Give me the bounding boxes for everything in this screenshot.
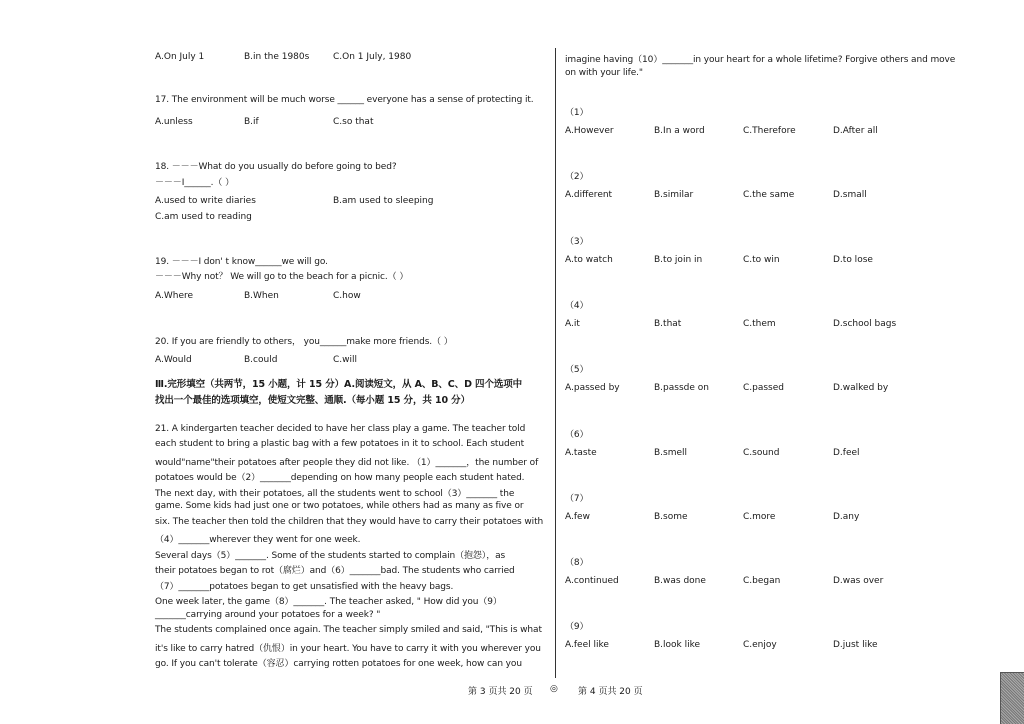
blank-option-c: C.began xyxy=(743,576,781,586)
blank-option-c: C.them xyxy=(743,319,776,329)
page-number-right: 第 4 页共 20 页 xyxy=(578,687,643,697)
q20-option-a: A.Would xyxy=(155,355,192,365)
passage-line: Several days（5）_______. Some of the students started to complain（抱怨），as xyxy=(155,551,506,561)
blank-option-c: C.more xyxy=(743,512,776,522)
passage-line: The next day, with their potatoes, all the students went to school（3）_______ the xyxy=(155,489,515,499)
q19-stem-1: 19. －－－I don' t know______we will go. xyxy=(155,257,328,267)
blank-option-d: D.After all xyxy=(833,126,878,136)
q20-option-b: B.could xyxy=(244,355,278,365)
section-title-line-1: Ⅲ.完形填空（共两节，15 小题，计 15 分）A.阅读短文，从 A、B、C、D 四个选项中 xyxy=(155,379,523,390)
blank-option-c: C.enjoy xyxy=(743,640,777,650)
blank-option-b: B.smell xyxy=(654,448,688,458)
q18-stem-1: 18. －－－What do you usually do before going to bed? xyxy=(155,162,397,172)
blank-option-b: B.to join in xyxy=(654,255,703,265)
page-footer xyxy=(0,684,1024,698)
blank-option-a: A.different xyxy=(565,190,613,200)
q17-option-b: B.if xyxy=(244,117,259,127)
passage-continued-line-1: imagine having（10）_______in your heart for a whole lifetime? Forgive others and move xyxy=(565,55,956,65)
passage-line: （7）_______potatoes began to get unsatisfied with the heavy bags. xyxy=(155,582,454,592)
q18-stem-2: －－－I______.（ ） xyxy=(155,178,234,188)
q16-option-b: B.in the 1980s xyxy=(244,52,310,62)
blank-number: （3） xyxy=(565,237,589,247)
blank-option-d: D.was over xyxy=(833,576,884,586)
passage-line: would"name"their potatoes after people they did not like. （1）_______，the number of xyxy=(155,458,539,468)
q17-option-a: A.unless xyxy=(155,117,193,127)
blank-option-c: C.passed xyxy=(743,383,785,393)
blank-option-d: D.any xyxy=(833,512,860,522)
blank-option-a: A.feel like xyxy=(565,640,609,650)
blank-option-d: D.school bags xyxy=(833,319,897,329)
blank-option-b: B.that xyxy=(654,319,682,329)
blank-option-d: D.to lose xyxy=(833,255,873,265)
passage-line: their potatoes began to rot（腐烂）and（6）_______bad. The students who carried xyxy=(155,566,515,576)
blank-option-a: A.However xyxy=(565,126,614,136)
blank-number: （1） xyxy=(565,108,589,118)
blank-option-d: D.feel xyxy=(833,448,860,458)
passage-line: it's like to carry hatred（仇恨）in your heart. You have to carry it with you wherever you xyxy=(155,644,541,654)
q16-option-a: A.On July 1 xyxy=(155,52,205,62)
q16-option-c: C.On 1 July, 1980 xyxy=(333,52,412,62)
footer-separator: ◎ xyxy=(550,684,558,694)
blank-option-b: B.was done xyxy=(654,576,706,586)
q20-option-c: C.will xyxy=(333,355,358,365)
blank-option-d: D.small xyxy=(833,190,867,200)
passage-line: The students complained once again. The teacher simply smiled and said, "This is what xyxy=(155,625,542,635)
blank-number: （7） xyxy=(565,494,589,504)
passage-line: （4）_______wherever they went for one week. xyxy=(155,535,361,545)
q19-option-a: A.Where xyxy=(155,291,194,301)
blank-option-c: C.Therefore xyxy=(743,126,796,136)
blank-number: （8） xyxy=(565,558,589,568)
q19-option-b: B.When xyxy=(244,291,279,301)
blank-option-c: C.sound xyxy=(743,448,780,458)
blank-option-b: B.passde on xyxy=(654,383,709,393)
blank-option-d: D.just like xyxy=(833,640,878,650)
blank-number: （2） xyxy=(565,172,589,182)
passage-line: _______carrying around your potatoes for a week? " xyxy=(155,610,381,620)
blank-option-a: A.to watch xyxy=(565,255,613,265)
q18-option-b: B.am used to sleeping xyxy=(333,196,434,206)
q19-stem-2: －－－Why not？ We will go to the beach for a picnic.（ ） xyxy=(155,272,409,282)
blank-number: （4） xyxy=(565,301,589,311)
passage-line: One week later, the game（8）_______. The teacher asked, " How did you（9） xyxy=(155,597,502,607)
blank-option-b: B.similar xyxy=(654,190,694,200)
q19-option-c: C.how xyxy=(333,291,361,301)
passage-continued-line-2: on with your life." xyxy=(565,68,643,78)
passage-line: each student to bring a plastic bag with a few potatoes in it to school. Each student xyxy=(155,439,525,449)
blank-option-b: B.In a word xyxy=(654,126,705,136)
blank-option-a: A.taste xyxy=(565,448,597,458)
blank-option-a: A.few xyxy=(565,512,590,522)
page-number-left: 第 3 页共 20 页 xyxy=(468,687,533,697)
passage-line: go. If you can't tolerate（容忍）carrying rotten potatoes for one week, how can you xyxy=(155,659,522,669)
passage-line: 21. A kindergarten teacher decided to have her class play a game. The teacher told xyxy=(155,424,526,434)
blank-number: （9） xyxy=(565,622,589,632)
q17-stem: 17. The environment will be much worse ______ everyone has a sense of protecting it. xyxy=(155,95,534,105)
blank-number: （5） xyxy=(565,365,589,375)
blank-option-c: C.the same xyxy=(743,190,795,200)
q20-stem: 20. If you are friendly to others， you______make more friends.（ ） xyxy=(155,337,453,347)
blank-option-d: D.walked by xyxy=(833,383,889,393)
q18-option-c: C.am used to reading xyxy=(155,212,252,222)
passage-line: potatoes would be（2）_______depending on how many people each student hated. xyxy=(155,473,525,483)
blank-option-b: B.some xyxy=(654,512,688,522)
blank-option-a: A.continued xyxy=(565,576,619,586)
blank-number: （6） xyxy=(565,430,589,440)
section-title-line-2: 找出一个最佳的选项填空，使短文完整、通顺.（每小题 15 分，共 10 分） xyxy=(155,395,470,406)
scan-corner-mark xyxy=(1000,672,1024,724)
blank-option-b: B.look like xyxy=(654,640,701,650)
blank-option-c: C.to win xyxy=(743,255,780,265)
column-divider xyxy=(555,48,556,678)
passage-line: six. The teacher then told the children that they would have to carry their potatoes with xyxy=(155,517,544,527)
passage-line: game. Some kids had just one or two potatoes, while others had as many as five or xyxy=(155,501,524,511)
q18-option-a: A.used to write diaries xyxy=(155,196,256,206)
q17-option-c: C.so that xyxy=(333,117,374,127)
blank-option-a: A.passed by xyxy=(565,383,620,393)
blank-option-a: A.it xyxy=(565,319,580,329)
